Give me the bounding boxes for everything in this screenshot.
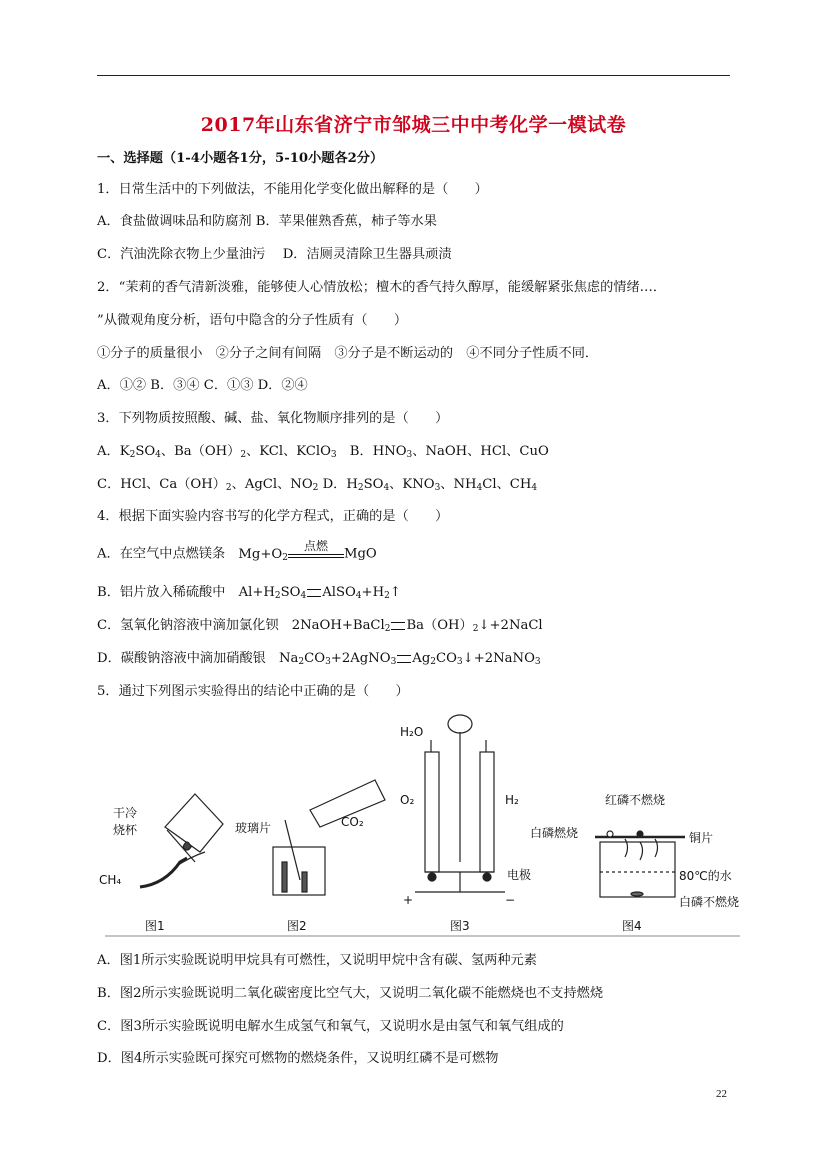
fig2-gas-label: CO₂ [341, 815, 364, 829]
q5-option-c: C．图3所示实验既说明电解水生成氢气和氧气，又说明水是由氢气和氧气组成的 [97, 1019, 564, 1034]
fig3-caption: 图3 [450, 919, 470, 933]
q2-options: A．①② B．③④ C．①③ D．②④ [97, 378, 308, 393]
page-title: 2017年山东省济宁市邹城三中中考化学一模试卷 [200, 114, 627, 136]
q3-options-cd: C．HCl、$Ca(OH)_2$、AgCl、$NO_2$ D．$H_2SO_4$、$KNO_3$、$NH_4Cl$、$CH_4$ [97, 477, 538, 493]
q4-option-b: B．铝片放入稀硫酸中 $Al+H_2SO_4$ $AlSO_4+H_2↑$ [97, 585, 401, 601]
q4-option-a: A．在空气中点燃镁条 $Mg+O_2$ 点燃 MgO [97, 539, 377, 563]
fig3-water-label: H₂O [400, 725, 424, 739]
fig4-copper-label: 铜片 [689, 831, 714, 845]
fig2-glass-label: 玻璃片 [235, 821, 272, 835]
fig3-electrode-label: 电极 [507, 868, 532, 882]
q5-option-b: B．图2所示实验既说明二氧化碳密度比空气大，又说明二氧化碳不能燃烧也不支持燃烧 [97, 986, 604, 1001]
experiment-figures [95, 712, 745, 942]
fig4-apparatus [595, 831, 685, 897]
q4-stem: 4．根据下面实验内容书写的化学方程式，正确的是（ ） [97, 509, 449, 524]
q5-option-a: A．图1所示实验既说明甲烷具有可燃性，又说明甲烷中含有碳、氢两种元素 [97, 953, 537, 968]
fig1-cup-label-2: 烧杯 [113, 823, 138, 837]
q4-option-a-label: A．在空气中点燃镁条 [97, 546, 226, 562]
q4-option-d: D．碳酸钠溶液中滴加硝酸银 $Na_2CO_3+2AgNO_3$ $Ag_2CO_3↓+2NaNO_3$ [97, 651, 541, 667]
fig1-caption: 图1 [145, 919, 165, 933]
fig3-left-gas-label: O₂ [400, 793, 415, 807]
q5-option-d: D．图4所示实验既可探究可燃物的燃烧条件，又说明红磷不是可燃物 [97, 1051, 499, 1066]
q2-stem-line2: ”从微观角度分析，语句中隐含的分子性质有（ ） [97, 313, 408, 328]
fig4-caption: 图4 [622, 919, 642, 933]
fig4-red-phosphorus-label: 红磷不燃烧 [605, 793, 666, 807]
q3-options-ab: A．$K_2SO_4$、$Ba(OH)_2$、KCl、KClO$_3$ B．$HNO_3$、NaOH、HCl、CuO [97, 444, 549, 460]
header-rule [97, 75, 730, 76]
q3-stem: 3．下列物质按照酸、碱、盐、氧化物顺序排列的是（ ） [97, 411, 449, 426]
q4-option-c-label: C．氢氧化钠溶液中滴加氯化钡 [97, 618, 279, 633]
fig3-minus-sign: − [505, 893, 516, 907]
fig4-underwater-label: 白磷不燃烧 [679, 895, 740, 909]
fig2-apparatus [273, 780, 385, 895]
fig1-cup-label-1: 干冷 [113, 806, 138, 820]
reaction-condition: 点燃 [288, 545, 344, 563]
section-heading: 一、选择题（1-4小题各1分，5-10小题各2分） [97, 151, 384, 166]
fig3-right-gas-label: H₂ [505, 793, 519, 807]
fig3-apparatus [415, 715, 505, 892]
q1-stem: 1．日常生活中的下列做法，不能用化学变化做出解释的是（ ） [97, 182, 488, 197]
experiment-figures-svg [95, 712, 745, 942]
fig3-plus-sign: + [403, 893, 414, 907]
q4-option-c: C．氢氧化钠溶液中滴加氯化钡 2NaOH+BaCl$_2$ $Ba(OH)_2↓+2NaCl$ [97, 618, 543, 634]
q1-options-cd: C．汽油洗除衣物上少量油污 D．洁厕灵清除卫生器具顽渍 [97, 247, 452, 262]
fig4-white-phosphorus-label: 白磷燃烧 [530, 826, 579, 840]
q5-stem: 5．通过下列图示实验得出的结论中正确的是（ ） [97, 684, 409, 699]
q2-statements: ①分子的质量很小 ②分子之间有间隔 ③分子是不断运动的 ④不同分子性质不同． [97, 346, 599, 361]
fig4-water-label: 80℃的水 [679, 869, 732, 883]
q4-option-b-label: B．铝片放入稀硫酸中 [97, 585, 226, 600]
q1-options-ab: A．食盐做调味品和防腐剂 B．苹果催熟香蕉，柿子等水果 [97, 214, 437, 229]
fig2-caption: 图2 [287, 919, 307, 933]
fig1-gas-label: CH₄ [99, 873, 122, 887]
q2-stem-line1: 2．“茉莉的香气清新淡雅，能够使人心情放松；檀木的香气持久醇厚，能缓解紧张焦虑的情绪…． [97, 280, 667, 295]
fig1-apparatus [140, 794, 223, 887]
page-number: 22 [716, 1088, 727, 1100]
q4-option-d-label: D．碳酸钠溶液中滴加硝酸银 [97, 651, 266, 666]
